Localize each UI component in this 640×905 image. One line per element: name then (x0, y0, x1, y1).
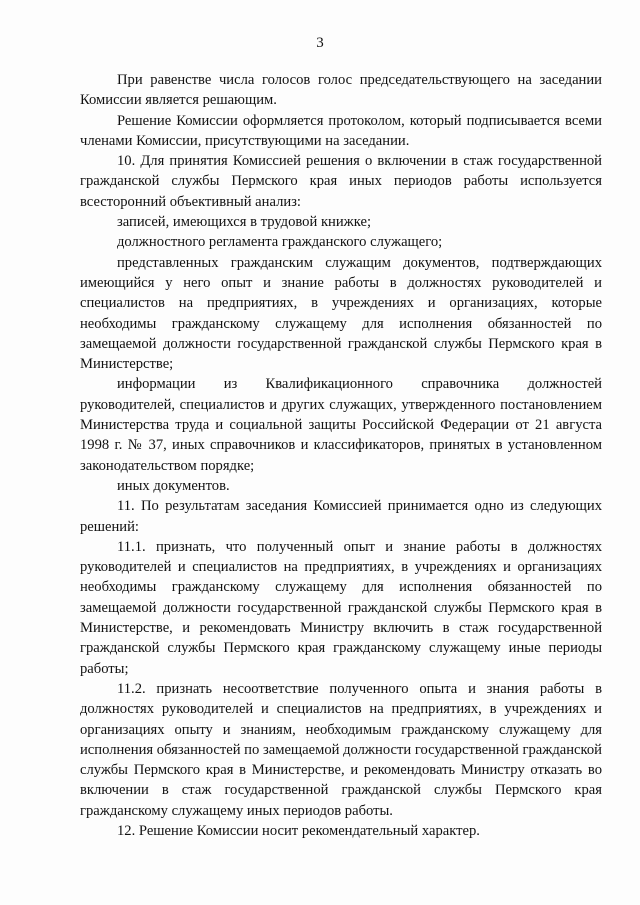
paragraph-10-item-qualification-handbook: информации из Квалификационного справочника должностей руководителей, специалистов и других служащих, утвержденного постановлением Министерства труда и социальной защиты Российской Федерации от 21 августа 1998 г. № 37, иных справочников и классификаторов, принятых в установленном законодательством порядке; (80, 376, 602, 474)
paragraph-10: 10. Для принятия Комиссией решения о включении в стаж государственной гражданской службы Пермского края иных периодов работы используется всесторонний объективный анализ: (80, 153, 602, 210)
paragraph-tie-vote: При равенстве числа голосов голос председательствующего на заседании Комиссии является решающим. (80, 72, 602, 109)
paragraph-11-1: 11.1. признать, что полученный опыт и знание работы в должностях руководителей и специалистов на предприятиях, в учреждениях и организациях необходимы гражданскому служащему для исполнения обязанностей по замещаемой должности государственной гражданской службы Пермского края в Министерстве, и рекомендовать Министру включить в стаж государственной гражданской службы Пермского края гражданскому служащему иные периоды работы; (80, 538, 602, 677)
paragraph-10-item-job-regulation: должностного регламента гражданского служащего; (117, 234, 443, 251)
page-number: 3 (316, 35, 324, 51)
document-body (80, 70, 602, 841)
paragraph-protocol: Решение Комиссии оформляется протоколом, который подписывается всеми членами Комиссии, присутствующими на заседании. (80, 112, 602, 149)
paragraph-10-item-other-documents: иных документов. (117, 477, 230, 494)
paragraph-11-2: 11.2. признать несоответствие полученного опыта и знания работы в должностях руководителей и специалистов на предприятиях, в учреждениях и организациях опыту и знаниям, необходимым гражданскому служащему для исполнения обязанностей по замещаемой должности государственной гражданской службы Пермского края в Министерстве, и рекомендовать Министру отказать во включении в стаж государственной гражданской службы Пермского края гражданскому служащему иных периодов работы. (80, 680, 602, 819)
paragraph-10-item-submitted-documents: представленных гражданским служащим документов, подтверждающих имеющийся у него опыт и знание работы в должностях руководителей и специалистов на предприятиях, в учреждениях и организациях, которые необходимы гражданскому служащему для исполнения обязанностей по замещаемой должности государственной гражданской службы Пермского края в Министерстве; (80, 254, 602, 373)
paragraph-11: 11. По результатам заседания Комиссией принимается одно из следующих решений: (80, 498, 602, 535)
paragraph-12: 12. Решение Комиссии носит рекомендательный характер. (117, 822, 480, 839)
paragraph-10-item-work-book: записей, имеющихся в трудовой книжке; (117, 214, 371, 231)
